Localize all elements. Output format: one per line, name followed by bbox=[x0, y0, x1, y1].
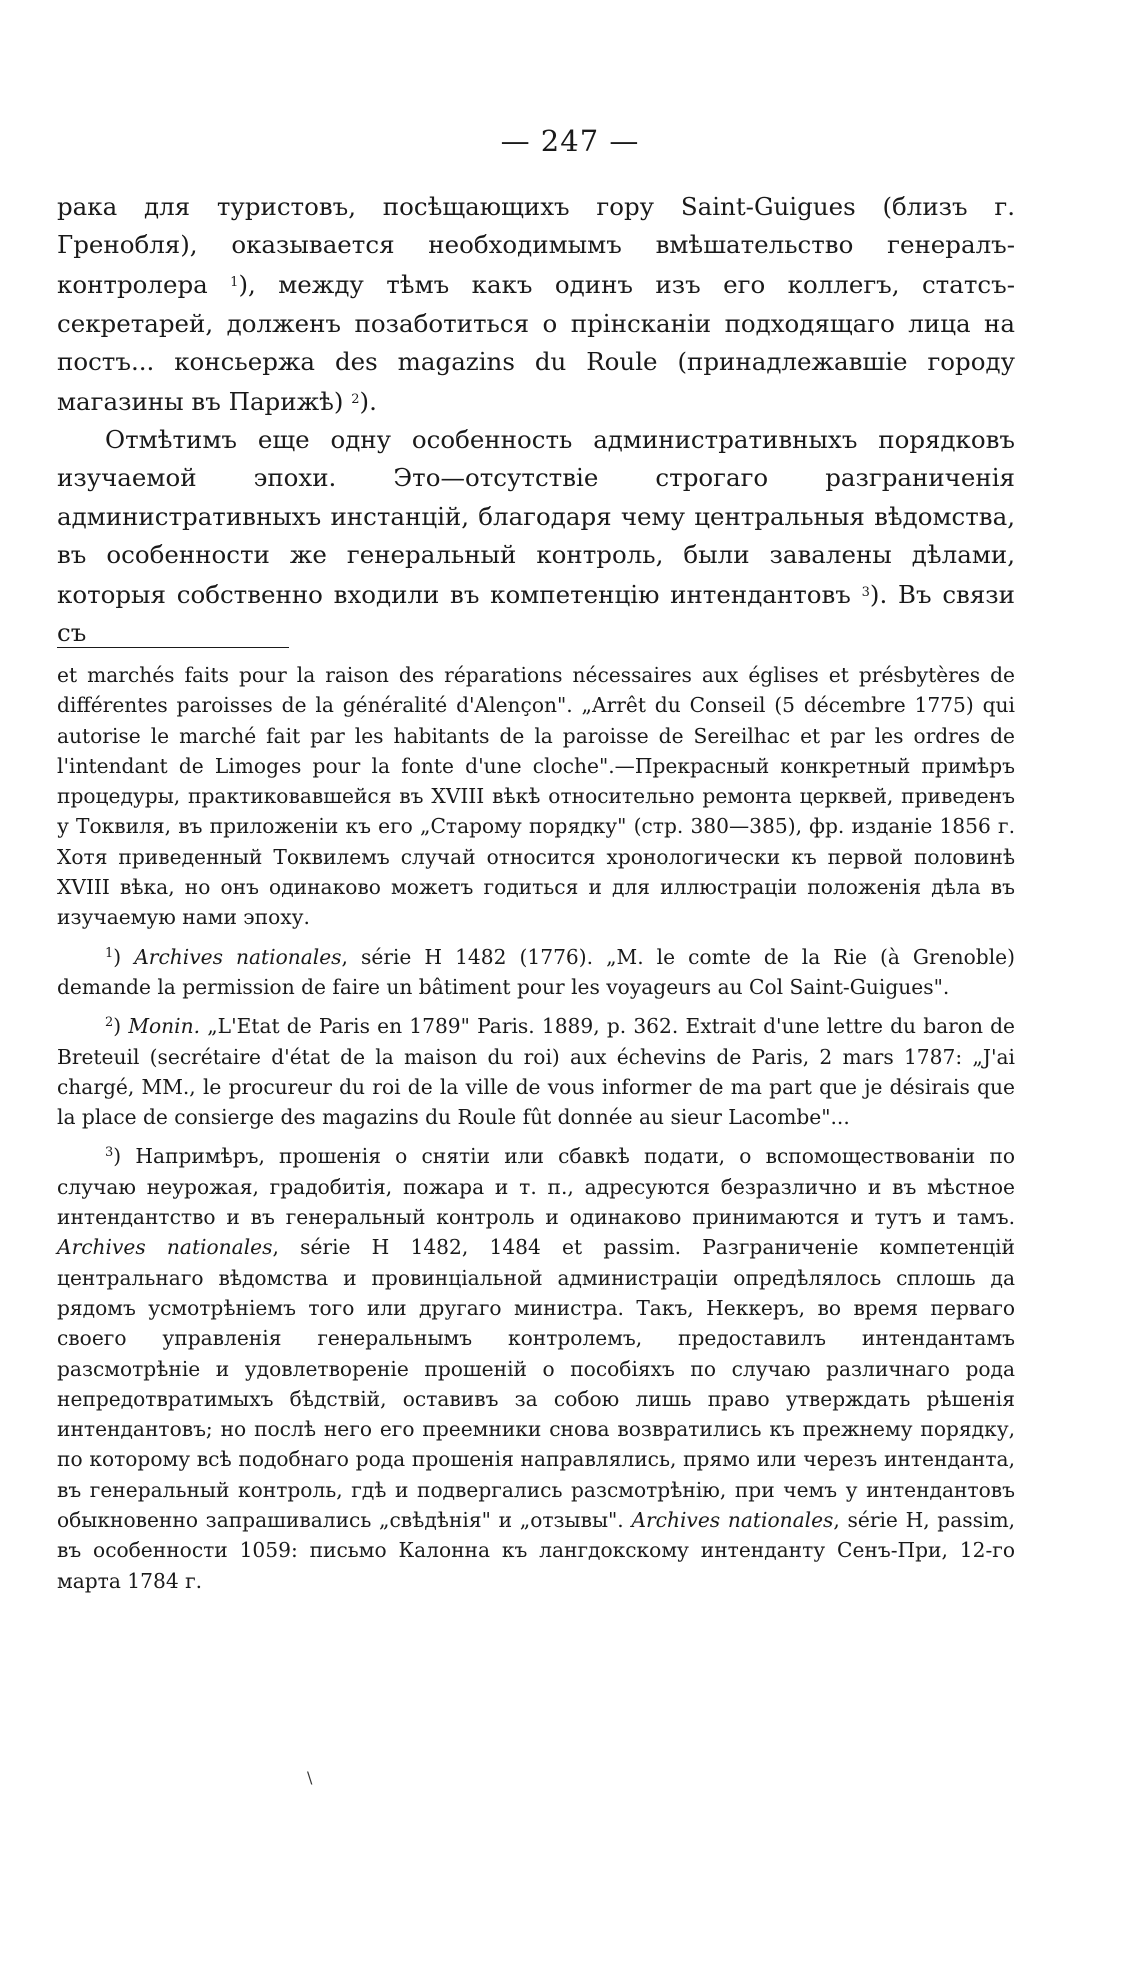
footnote-1-source: Archives nationales bbox=[134, 944, 342, 969]
footnote-1: $^1$) Archives nationales, série H 1482 (1776). „M. le comte de la Rie (à Grenoble) demande la permission de faire un bâtiment pour les voyageurs au Col Saint-Guigues". bbox=[57, 944, 1016, 999]
body-paragraph-2-text: Отмѣтимъ еще одну особенность административныхъ порядковъ изучаемой эпохи. Это—отсутствіе строгаго разграниченія административныхъ инстанцій, благодаря чему центральныя вѣдомства, въ особенности же генеральный контроль, были завалены дѣлами, которыя собственно входили въ компетенцію интендантовъ bbox=[57, 425, 1015, 610]
footnote-3: $^3$) Напримѣръ, прошенія о снятіи или сбавкѣ подати, о вспомоществованіи по случаю неурожая, градобитія, пожара и т. п., адресуются безразлично и въ мѣстное интендантство и въ генеральный контроль и одинаково принимаются и тутъ и тамъ. Archives nationales, série H 1482, 1484 et passim. Разграниченіе компетенцій центральнаго вѣдомства и провинціальной администраціи опредѣлялось сплошь да рядомъ усмотрѣніемъ того или другаго министра. Такъ, Неккеръ, во время перваго своего управленія генеральнымъ контролемъ, предоставилъ интендантамъ разсмотрѣніе и удовлетвореніе прошеній о пособіяхъ по случаю различнаго рода непредотвратимыхъ бѣдствій, оставивъ за собою лишь право утверждать рѣшенія интендантовъ; но послѣ него его преемники снова возвратились къ прежнему порядку, по которому всѣ подобнаго рода прошенія направлялись, прямо или черезъ интенданта, въ генеральный контроль, гдѣ и подвергались разсмотрѣнію, при чемъ у интендантовъ обыкновенно запрашивались „свѣдѣнія" и „отзывы". Archives nationales, série H, passim, въ особенности 1059: письмо Калонна къ лангдокскому интенданту Сенъ-При, 12-го марта 1784 г. bbox=[57, 1144, 1015, 1593]
page-number: — 247 — bbox=[500, 124, 640, 158]
footnote-ref-1: 1 bbox=[230, 275, 239, 291]
footnote-2-mark: 2 bbox=[105, 1015, 114, 1031]
footnote-3-text-1: Напримѣръ, прошенія о снятіи или сбавкѣ подати, о вспомоществованіи по случаю неурожая, градобитія, пожара и т. п., адресуются безразлично и въ мѣстное интендантство и въ генеральный контроль и одинаково принимаются и тутъ и тамъ. bbox=[57, 1144, 1015, 1230]
footnote-ref-2: 2 bbox=[351, 392, 360, 408]
footnote-1-mark: 1 bbox=[105, 945, 114, 961]
footnote-3-source-2: Archives nationales bbox=[631, 1508, 834, 1533]
footnote-ref-3: 3 bbox=[861, 585, 870, 601]
body-paragraph-2 bbox=[57, 421, 1015, 652]
footnote-1-text: , série H 1482 (1776). „M. le comte de la Rie (à Grenoble) demande la permission de faire un bâtiment pour les voyageurs au Col Saint-Guigues". bbox=[57, 944, 1016, 999]
footnote-divider bbox=[57, 647, 289, 648]
footnote-3-text-2: , série H 1482, 1484 et passim. Разграниченіе компетенцій центральнаго вѣдомства и провинціальной администраціи опредѣлялось сплошь да рядомъ усмотрѣніемъ того или другаго министра. Такъ, Неккеръ, во время перваго своего управленія генеральнымъ контролемъ, предоставилъ интендантамъ разсмотрѣніе и удовлетвореніе прошеній о пособіяхъ по случаю различнаго рода непредотвратимыхъ бѣдствій, оставивъ за собою лишь право утверждать рѣшенія интендантовъ; но послѣ него его преемники снова возвратились къ прежнему порядку, по которому всѣ подобнаго рода прошенія направлялись, прямо или черезъ интенданта, въ генеральный контроль, гдѣ и подвергались разсмотрѣнію, при чемъ у интендантовъ обыкновенно запрашивались „свѣдѣнія" и „отзывы". bbox=[57, 1235, 1015, 1533]
footnote-2-text: „L'Etat de Paris en 1789" Paris. 1889, p. 362. Extrait d'une lettre du baron de Breteuil (secrétaire d'état de la maison du roi) aux échevins de Paris, 2 mars 1787: „J'ai chargé, MM., le procureur du roi de la ville de vous informer de ma part que je désirais que la place de consierge des magazins du Roule fût donnée au sieur Lacombe"... bbox=[57, 1014, 1015, 1130]
stray-print-mark: \ bbox=[307, 1768, 313, 1787]
body-paragraph-1-text: рака для туристовъ, посѣщающихъ гору Saint-Guigues (близъ г. Гренобля), оказывается необходимымъ вмѣшательство генералъ-контролера bbox=[57, 192, 1015, 300]
main-text bbox=[57, 188, 1015, 652]
footnotes bbox=[57, 660, 1015, 1602]
body-paragraph-1-text-3: ). bbox=[359, 387, 377, 417]
footnote-2-author: Monin. bbox=[128, 1014, 201, 1039]
footnote-2: $^2$) Monin. „L'Etat de Paris en 1789" Paris. 1889, p. 362. Extrait d'une lettre du baron de Breteuil (secrétaire d'état de la maison du roi) aux échevins de Paris, 2 mars 1787: „J'ai chargé, MM., le procureur du roi de la ville de vous informer de ma part que je désirais que la place de consierge des magazins du Roule fût donnée au sieur Lacombe"... bbox=[57, 1014, 1015, 1130]
footnote-3-source-1: Archives nationales bbox=[57, 1235, 273, 1260]
body-paragraph-2-text-2: ). Въ связи съ bbox=[57, 580, 1015, 648]
footnote-3-text-3: , série H, passim, въ особенности 1059: письмо Калонна къ лангдокскому интенданту Сенъ-При, 12-го марта 1784 г. bbox=[57, 1508, 1015, 1593]
footnote-continuation: et marchés faits pour la raison des réparations nécessaires aux églises et présbytères de différentes paroisses de la généralité d'Alençon". „Arrêt du Conseil (5 décembre 1775) qui autorise le marché fait par les habitants de la paroisse de Sereilhac et par les ordres de l'intendant de Limoges pour la fonte d'une cloche".—Прекрасный конкретный примѣръ процедуры, практиковавшейся въ XVIII вѣкѣ относительно ремонта церквей, приведенъ у Токвиля, въ приложеніи къ его „Старому порядку" (стр. 380—385), фр. изданіе 1856 г. Хотя приведенный Токвилемъ случай относится хронологически къ первой половинѣ XVIII вѣка, но онъ одинаково можетъ годиться и для иллюстраціи положенія дѣла въ изучаемую нами эпоху. bbox=[57, 663, 1015, 930]
body-paragraph-1-text-2: ), между тѣмъ какъ одинъ изъ его коллегъ, статсъ-секретарей, долженъ позаботиться о прінсканіи подходящаго лица на постъ... консьержа des magazins du Roule (принадлежавшіе городу магазины въ Парижѣ) bbox=[57, 270, 1015, 417]
body-paragraph-1 bbox=[57, 188, 1015, 421]
footnote-3-mark: 3 bbox=[105, 1145, 114, 1161]
